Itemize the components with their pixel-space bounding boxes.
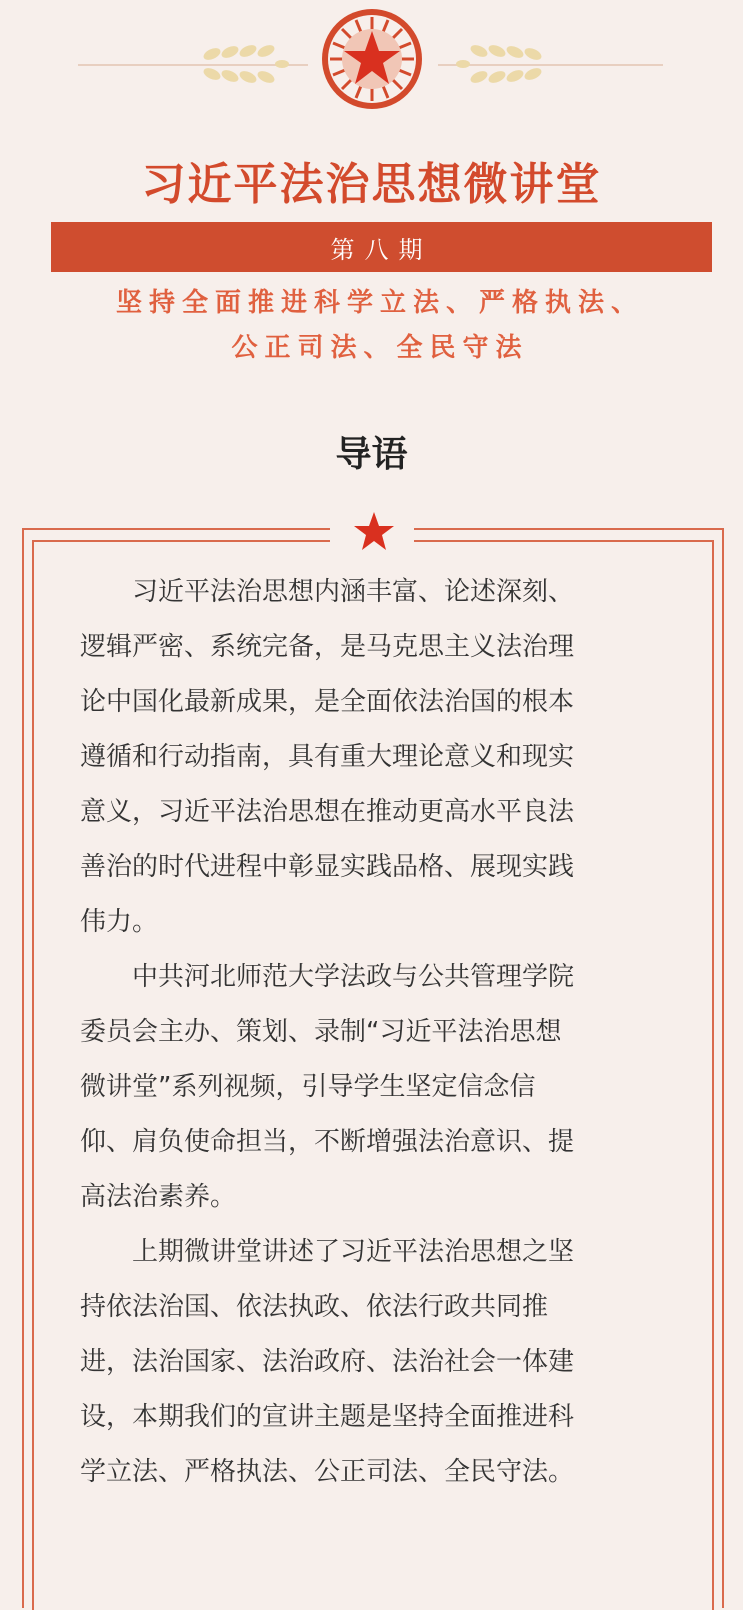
intro-line: 遵循和行动指南，具有重大理论意义和现实 <box>80 742 575 772</box>
topic-line-1: 坚持全面推进科学立法、严格执法、 <box>115 288 644 318</box>
issue-banner <box>51 222 712 272</box>
topic-line-2: 公正司法、全民守法 <box>231 333 529 363</box>
intro-line: 善治的时代进程中彰显实践品格、展现实践 <box>80 852 575 882</box>
intro-line: 微讲堂”系列视频，引导学生坚定信念信 <box>80 1072 536 1102</box>
intro-line: 高法治素养。 <box>80 1182 237 1212</box>
intro-line: 设，本期我们的宣讲主题是坚持全面推进科 <box>80 1402 575 1432</box>
intro-heading: 导语 <box>335 434 408 475</box>
intro-line: 习近平法治思想内涵丰富、论述深刻、 <box>132 577 575 607</box>
intro-line: 委员会主办、策划、录制“习近平法治思想 <box>80 1017 562 1047</box>
intro-body <box>80 565 690 1500</box>
intro-line: 持依法治国、依法执政、依法行政共同推 <box>80 1292 549 1322</box>
intro-line: 意义，习近平法治思想在推动更高水平良法 <box>80 797 575 827</box>
wheat-ears-right-icon <box>455 40 545 90</box>
star-emblem-icon <box>318 5 426 113</box>
header-emblem-area <box>0 0 743 140</box>
intro-line: 学立法、严格执法、公正司法、全民守法。 <box>80 1457 575 1487</box>
intro-line: 论中国化最新成果，是全面依法治国的根本 <box>80 687 575 717</box>
issue-label: 第八期 <box>330 235 433 264</box>
wheat-ears-left-icon <box>200 40 290 90</box>
intro-line: 上期微讲堂讲述了习近平法治思想之坚 <box>132 1237 575 1267</box>
intro-line: 伟力。 <box>80 907 159 937</box>
intro-line: 仰、肩负使命担当，不断增强法治意识、提 <box>80 1127 575 1157</box>
red-star-icon <box>352 510 396 554</box>
page-title: 习近平法治思想微讲堂 <box>141 159 602 210</box>
intro-line: 逻辑严密、系统完备，是马克思主义法治理 <box>80 632 575 662</box>
intro-line: 进，法治国家、法治政府、法治社会一体建 <box>80 1347 575 1377</box>
intro-line: 中共河北师范大学法政与公共管理学院 <box>132 962 575 992</box>
